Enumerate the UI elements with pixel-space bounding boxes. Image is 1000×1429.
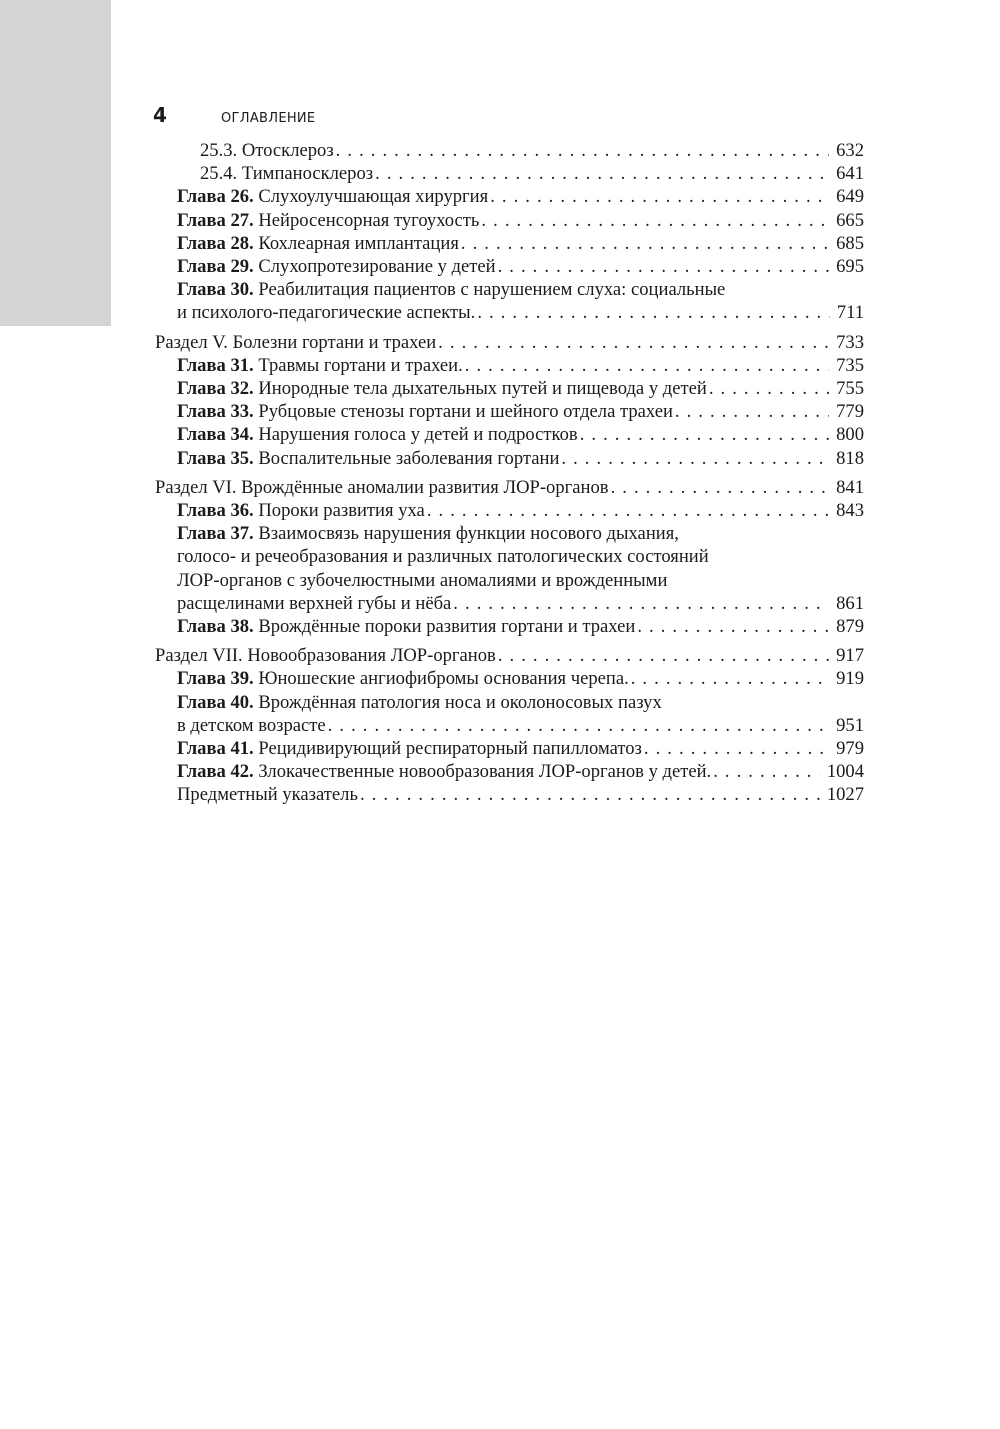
toc-entry-text <box>177 714 326 737</box>
chapter-number: Глава 30. <box>177 279 254 301</box>
toc-page-number: 665 <box>836 209 864 231</box>
leader-dots <box>360 783 820 806</box>
toc-page-number: 733 <box>836 331 864 353</box>
toc-entry-text <box>177 760 711 783</box>
leader-dots <box>498 644 829 667</box>
toc-title: Рубцовые стенозы гортани и шейного отдела трахеи <box>258 401 673 423</box>
leader-dots <box>490 185 829 208</box>
toc-entry-text <box>177 209 479 232</box>
chapter-number: Глава 40. <box>177 691 254 713</box>
chapter-number: Глава 34. <box>177 424 254 446</box>
toc-title: Раздел VI. Врождённые аномалии развития ЛОР-органов <box>155 476 609 498</box>
leader-dots <box>611 476 830 499</box>
toc-entry <box>155 209 864 232</box>
toc-title: Злокачественные новообразования ЛОР-органов у детей. <box>258 761 712 783</box>
toc-entry <box>155 667 864 690</box>
leader-dots <box>631 667 829 690</box>
chapter-number: Глава 26. <box>177 186 254 208</box>
toc-entry <box>155 301 864 324</box>
toc-title: Взаимосвязь нарушения функции носового дыхания, <box>258 523 679 545</box>
toc-title: Нарушения голоса у детей и подростков <box>258 424 578 446</box>
toc-title: Слухоулучшающая хирургия <box>258 186 489 208</box>
toc-page-number: 979 <box>836 738 864 760</box>
leader-dots <box>580 423 829 446</box>
toc-page-number: 1004 <box>826 761 864 783</box>
toc-entry <box>155 476 864 499</box>
leader-dots <box>453 592 829 615</box>
chapter-number: Глава 32. <box>177 378 254 400</box>
chapter-number: Глава 33. <box>177 401 254 423</box>
chapter-number: Глава 39. <box>177 668 254 690</box>
toc-entry-text <box>155 331 436 354</box>
toc-entry-text <box>177 232 459 255</box>
toc-entry-text <box>177 423 578 446</box>
toc-title: и психолого-педагогические аспекты. <box>177 302 476 324</box>
toc-entry-text <box>177 447 559 470</box>
leader-dots <box>481 209 829 232</box>
toc-entry <box>155 377 864 400</box>
toc-title: Раздел VII. Новообразования ЛОР-органов <box>155 645 496 667</box>
toc-page-number: 919 <box>836 668 864 690</box>
toc-page-number: 818 <box>836 447 864 469</box>
toc-title: Инородные тела дыхательных путей и пищевода у детей <box>258 378 707 400</box>
toc-title: расщелинами верхней губы и нёба <box>177 592 452 614</box>
toc-page-number: 695 <box>836 256 864 278</box>
toc-entry-text <box>177 783 358 806</box>
toc-entry <box>155 400 864 423</box>
toc-entry-line <box>155 278 864 301</box>
toc-page-number: 735 <box>836 354 864 376</box>
toc-entry-text <box>177 737 642 760</box>
toc-page-number: 685 <box>836 232 864 254</box>
toc-page-number: 649 <box>836 186 864 208</box>
toc-entry <box>155 255 864 278</box>
toc-entry <box>155 714 864 737</box>
leader-dots <box>427 499 829 522</box>
toc-entry-text <box>177 522 679 545</box>
leader-dots <box>561 447 829 470</box>
chapter-number: Глава 28. <box>177 232 254 254</box>
leader-dots <box>709 377 829 400</box>
toc-entry-line <box>155 569 864 592</box>
leader-dots <box>375 162 829 185</box>
toc-entry-text <box>177 185 488 208</box>
toc-entry-text <box>177 400 673 423</box>
toc-entry <box>155 331 864 354</box>
toc-title: Юношеские ангиофибромы основания черепа. <box>258 668 629 690</box>
toc-entry-text <box>177 615 635 638</box>
toc-title: Раздел V. Болезни гортани и трахеи <box>155 331 437 353</box>
chapter-number: Глава 37. <box>177 523 254 545</box>
toc-title: Предметный указатель <box>177 784 358 806</box>
toc-entry <box>155 139 864 162</box>
toc-title: 25.4. Тимпаносклероз <box>200 163 374 185</box>
page-header <box>153 103 315 129</box>
toc-title: Слухопротезирование у детей <box>258 256 496 278</box>
running-head: ОГЛАВЛЕНИЕ <box>221 111 316 126</box>
toc-entry-line <box>155 545 864 568</box>
toc-entry-text <box>177 545 709 568</box>
chapter-number: Глава 41. <box>177 738 254 760</box>
toc-title: голосо- и речеобразования и различных патологических состояний <box>177 546 709 568</box>
leader-dots <box>498 255 830 278</box>
toc-entry-text <box>177 278 725 301</box>
toc-entry-text <box>177 301 475 324</box>
leader-dots <box>438 331 829 354</box>
toc-entry-text <box>200 162 373 185</box>
toc-page-number: 632 <box>836 140 864 161</box>
toc-entry <box>155 615 864 638</box>
toc-entry <box>155 644 864 667</box>
leader-dots <box>328 714 829 737</box>
toc-entry-text <box>177 377 707 400</box>
chapter-number: Глава 42. <box>177 761 254 783</box>
toc-page-number: 841 <box>836 476 864 498</box>
side-thumb-strip <box>0 0 111 326</box>
toc-page-number: 1027 <box>826 784 864 806</box>
toc-page-number: 755 <box>836 378 864 400</box>
leader-dots <box>465 354 829 377</box>
toc-title: Врождённые пороки развития гортани и трахеи <box>258 616 636 638</box>
toc-entry <box>155 737 864 760</box>
toc-entry <box>155 783 864 806</box>
page-number: 4 <box>153 103 167 127</box>
toc-title: Врождённая патология носа и околоносовых пазух <box>258 691 662 713</box>
toc-title: в детском возрасте <box>177 714 326 736</box>
toc-title: Нейросенсорная тугоухость <box>258 209 480 231</box>
toc-entry <box>155 423 864 446</box>
toc-page-number: 951 <box>836 714 864 736</box>
leader-dots <box>713 760 820 783</box>
chapter-number: Глава 29. <box>177 256 254 278</box>
table-of-contents <box>155 139 864 807</box>
toc-title: Травмы гортани и трахеи. <box>258 354 463 376</box>
leader-dots <box>675 400 829 423</box>
toc-page-number: 879 <box>836 616 864 638</box>
toc-title: Пороки развития уха <box>258 500 425 522</box>
toc-title: ЛОР-органов с зубочелюстными аномалиями и врожденными <box>177 569 668 591</box>
chapter-number: Глава 36. <box>177 500 254 522</box>
leader-dots <box>644 737 829 760</box>
toc-entry-text <box>177 354 463 377</box>
toc-title: Рецидивирующий респираторный папилломатоз <box>258 738 642 760</box>
toc-entry-text <box>177 569 667 592</box>
toc-entry-text <box>200 139 334 162</box>
toc-page-number: 861 <box>836 592 864 614</box>
chapter-number: Глава 38. <box>177 616 254 638</box>
leader-dots <box>461 232 829 255</box>
toc-entry <box>155 354 864 377</box>
toc-entry <box>155 162 864 185</box>
toc-entry <box>155 232 864 255</box>
leader-dots <box>637 615 829 638</box>
toc-title: Воспалительные заболевания гортани <box>258 447 560 469</box>
toc-entry <box>155 447 864 470</box>
toc-entry <box>155 499 864 522</box>
toc-entry <box>155 592 864 615</box>
leader-dots <box>336 139 829 162</box>
toc-entry-text <box>177 255 496 278</box>
chapter-number: Глава 27. <box>177 209 254 231</box>
toc-page-number: 843 <box>836 500 864 522</box>
toc-title: 25.3. Отосклероз <box>200 140 334 161</box>
toc-title: Реабилитация пациентов с нарушением слуха: социальные <box>258 279 726 301</box>
chapter-number: Глава 35. <box>177 447 254 469</box>
toc-entry <box>155 185 864 208</box>
toc-page-number: 641 <box>836 163 864 185</box>
toc-page-number: 917 <box>836 645 864 667</box>
toc-entry-text <box>177 592 451 615</box>
toc-page-number: 711 <box>836 302 864 324</box>
toc-entry-text <box>155 644 496 667</box>
toc-page-number: 779 <box>836 401 864 423</box>
toc-entry-text <box>155 476 609 499</box>
toc-entry-text <box>177 667 629 690</box>
chapter-number: Глава 31. <box>177 354 254 376</box>
toc-entry-line <box>155 691 864 714</box>
toc-entry-text <box>177 691 662 714</box>
leader-dots <box>477 301 829 324</box>
toc-page-number: 800 <box>836 424 864 446</box>
toc-entry <box>155 760 864 783</box>
toc-title: Кохлеарная имплантация <box>258 232 459 254</box>
toc-entry-text <box>177 499 425 522</box>
toc-entry-line <box>155 522 864 545</box>
